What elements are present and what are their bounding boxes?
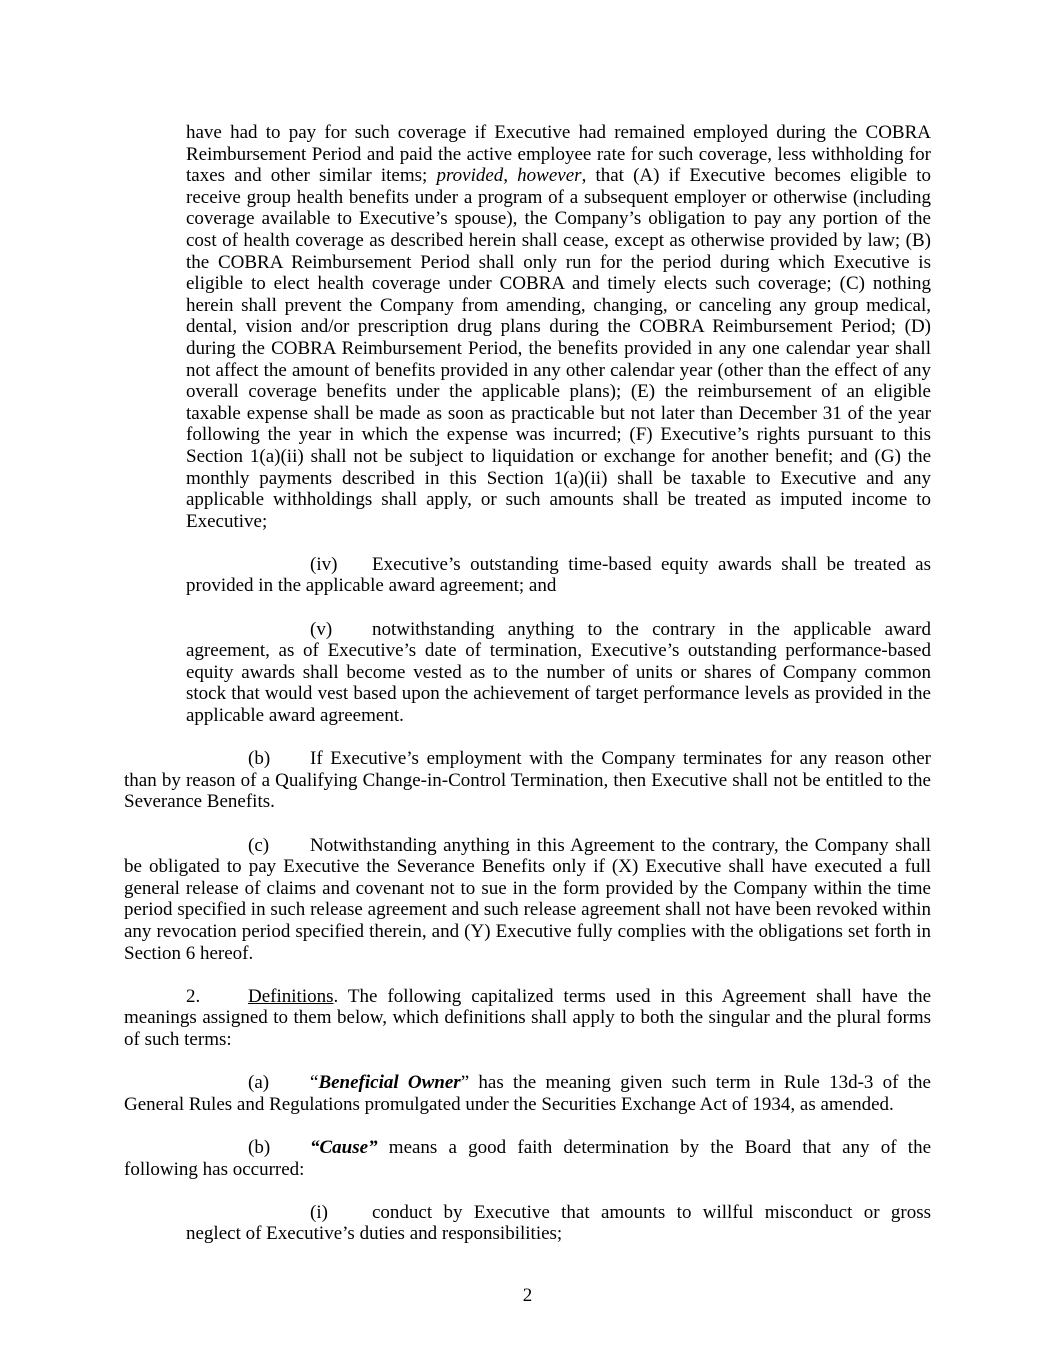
list-label-i: (i) bbox=[310, 1201, 328, 1223]
paragraph-item-c bbox=[124, 835, 931, 965]
text-run: has the meaning given such term in Rule 13d-3 of the General Rules and Regulations promulgated under the Securities Exchange Act of 1934, as amended. bbox=[124, 1072, 931, 1115]
text-run: means a good faith determination by the Board that any of the following has occurred: bbox=[124, 1136, 931, 1180]
paragraph-item-b bbox=[124, 748, 931, 813]
text-run: have had to pay for such coverage if Executive had remained employed during the COBRA Reimbursement Period and paid the active employee rate for such coverage, less withholding for taxes and other similar items; bbox=[186, 122, 931, 187]
section-heading: Definitions bbox=[248, 985, 334, 1007]
paragraph-definition-b bbox=[124, 1137, 931, 1180]
page-number: 2 bbox=[522, 1285, 533, 1307]
list-label-b: (b) bbox=[248, 748, 271, 770]
section-number: 2. bbox=[186, 985, 201, 1007]
text-run: If Executive’s employment with the Company terminates for any reason other than by reason of a Qualifying Change-in-Control Termination, then Executive shall not be entitled to the Severance Benefits. bbox=[124, 748, 931, 813]
list-label-iv: (iv) bbox=[310, 553, 338, 575]
paragraph-definition-a bbox=[124, 1072, 931, 1115]
text-run: . The following capitalized terms used in this Agreement shall have the meanings assigned to them below, which definitions shall apply to both the singular and the plural forms of such terms: bbox=[124, 985, 931, 1050]
paragraph-item-iv bbox=[186, 554, 931, 597]
text-run: Notwithstanding anything in this Agreement to the contrary, the Company shall be obligated to pay Executive the Severance Benefits only if (X) Executive shall have executed a full general release of claims and covenant not to sue in the form provided by the Company within the time period specified in such release agreement and such release agreement shall not have been revoked within any revocation period specified therein, and (Y) Executive fully complies with the obligations set forth in Section 6 hereof. bbox=[124, 834, 931, 964]
paragraph-cobra-continuation bbox=[186, 122, 931, 532]
list-label-def-b: (b) bbox=[248, 1136, 271, 1158]
defined-term-beneficial-owner: Beneficial Owner bbox=[318, 1072, 461, 1094]
defined-term-cause: “Cause” bbox=[310, 1136, 378, 1158]
list-label-c: (c) bbox=[248, 834, 270, 856]
text-run: , that (A) if Executive becomes eligible to receive group health benefits under a program of a subsequent employer or otherwise (including coverage available to Executive’s spouse), the Company’s obligation to pay any portion of the cost of health coverage as described herein shall cease, except as otherwise provided by law; (B) the COBRA Reimbursement Period shall only run for the period during which Executive is eligible to elect health coverage under COBRA and timely elects such coverage; (C) nothing herein shall prevent the Company from amending, changing, or canceling any group medical, dental, vision and/or prescription drug plans during the COBRA Reimbursement Period; (D) during the COBRA Reimbursement Period, the benefits provided in any one calendar year shall not affect the amount of benefits provided in any other calendar year (other than the effect of any overall coverage benefits under the applicable plans); (E) the reimbursement of an eligible taxable expense shall be made as soon as practicable but not later than December 31 of the year following the year in which the expense was incurred; (F) Executive’s rights pursuant to this Section 1(a)(ii) shall not be subject to liquidation or exchange for another benefit; and (G) the monthly payments described in this Section 1(a)(ii) shall be taxable to Executive and any applicable withholdings shall apply, or such amounts shall be treated as imputed income to Executive; bbox=[186, 165, 931, 532]
text-run: conduct by Executive that amounts to willful misconduct or gross neglect of Executive’s duties and responsibilities; bbox=[186, 1201, 931, 1245]
open-quote: “ bbox=[310, 1072, 319, 1094]
list-label-def-a: (a) bbox=[248, 1072, 270, 1094]
paragraph-item-i bbox=[186, 1202, 931, 1245]
list-label-v: (v) bbox=[310, 618, 333, 640]
paragraph-section-2-definitions bbox=[124, 986, 931, 1051]
close-quote: ” bbox=[460, 1072, 470, 1094]
paragraph-item-v bbox=[186, 619, 931, 727]
text-run: Executive’s outstanding time-based equity awards shall be treated as provided in the applicable award agreement; and bbox=[186, 553, 931, 597]
text-run: notwithstanding anything to the contrary in the applicable award agreement, as of Executive’s date of termination, Executive’s outstanding performance-based equity awards shall become vested as to the number of units or shares of Company common stock that would vest based upon the achievement of target performance levels as provided in the applicable award agreement. bbox=[186, 618, 931, 727]
text-run-italic: provided, however bbox=[436, 165, 582, 187]
